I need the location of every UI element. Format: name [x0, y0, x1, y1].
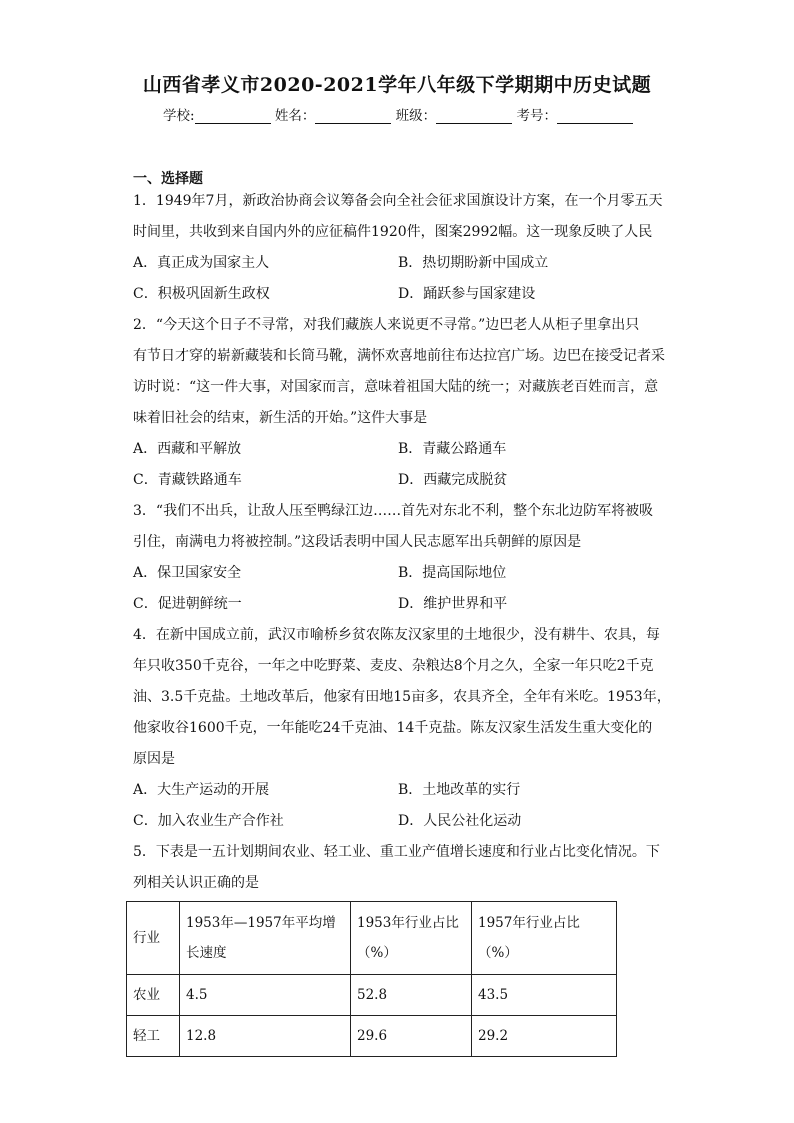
option-b[interactable]: B．提高国际地位	[398, 565, 507, 581]
table-cell: 29.2	[472, 1016, 617, 1057]
option-a[interactable]: A．大生产运动的开展	[133, 782, 270, 798]
option-c[interactable]: C．青藏铁路通车	[133, 472, 242, 488]
header-text: 1953年—1957年平均增	[186, 915, 336, 931]
header-text: 长速度	[186, 945, 227, 961]
question-text-line: 列相关认识正确的是	[133, 875, 259, 891]
table-row	[127, 975, 617, 1016]
table-cell: 29.6	[351, 1016, 472, 1057]
question-4	[133, 620, 671, 837]
table-header-row	[127, 902, 617, 975]
header-text: 1953年行业占比	[357, 915, 459, 931]
table-cell: 43.5	[472, 975, 617, 1016]
option-row	[133, 589, 663, 620]
question-text-line: 时间里，共收到来自国内外的应征稿件1920件，图案2992幅。这一现象反映了人民	[133, 224, 653, 240]
table-cell: 4.5	[180, 975, 351, 1016]
option-a[interactable]: A．保卫国家安全	[133, 565, 242, 581]
question-3	[133, 496, 663, 620]
school-blank[interactable]	[195, 109, 271, 124]
option-a[interactable]: A．真正成为国家主人	[133, 255, 270, 271]
option-d[interactable]: D．西藏完成脱贫	[398, 472, 508, 488]
header-text: 行业	[133, 930, 160, 946]
option-row	[133, 558, 663, 589]
option-row	[133, 434, 663, 465]
question-text-line: 1．1949年7月，新政治协商会议筹备会向全社会征求国旗设计方案，在一个月零五天	[133, 193, 663, 209]
industry-table	[126, 901, 617, 1057]
option-b[interactable]: B．土地改革的实行	[398, 782, 521, 798]
table-cell: 52.8	[351, 975, 472, 1016]
question-text-line: 油、3.5千克盐。土地改革后，他家有田地15亩多，农具齐全，全年有米吃。1953年，	[133, 689, 671, 705]
question-text-line: 4．在新中国成立前，武汉市喻桥乡贫农陈友汉家里的土地很少，没有耕牛、农具，每	[133, 627, 660, 643]
header-cell	[127, 902, 180, 975]
exam-no-blank[interactable]	[557, 109, 633, 124]
header-cell	[472, 902, 617, 975]
table-cell: 12.8	[180, 1016, 351, 1057]
question-text-line: 有节日才穿的崭新藏装和长筒马靴，满怀欢喜地前往布达拉宫广场。边巴在接受记者采	[133, 348, 665, 364]
table-cell: 农业	[127, 975, 180, 1016]
option-row	[133, 248, 663, 279]
option-c[interactable]: C．加入农业生产合作社	[133, 813, 284, 829]
option-row	[133, 806, 663, 837]
table-row	[127, 1016, 617, 1057]
question-text-line: 年只收350千克谷，一年之中吃野菜、麦皮、杂粮达8个月之久，全家一年只吃2千克	[133, 658, 654, 674]
header-text: （%）	[357, 945, 397, 961]
student-info-line	[163, 104, 633, 124]
data-table-wrapper	[126, 901, 663, 1057]
option-row	[133, 279, 663, 310]
option-c[interactable]: C．积极巩固新生政权	[133, 286, 270, 302]
option-d[interactable]: D．维护世界和平	[398, 596, 508, 612]
option-d[interactable]: D．踊跃参与国家建设	[398, 286, 536, 302]
header-text: 1957年行业占比（%）	[478, 915, 580, 961]
question-text-line: 3．“我们不出兵，让敌人压至鸭绿江边……首先对东北不利，整个东北边防军将被吸	[133, 503, 654, 519]
name-blank[interactable]	[315, 109, 391, 124]
option-c[interactable]: C．促进朝鲜统一	[133, 596, 242, 612]
table-cell: 轻工	[127, 1016, 180, 1057]
name-label: 姓名：	[274, 108, 316, 124]
question-5	[133, 837, 663, 1057]
option-d[interactable]: D．人民公社化运动	[398, 813, 522, 829]
section-heading: 一、选择题	[133, 171, 203, 187]
option-b[interactable]: B．热切期盼新中国成立	[398, 255, 549, 271]
school-label: 学校:	[163, 108, 195, 124]
questions	[133, 186, 671, 1057]
header-cell	[180, 902, 351, 975]
header-cell	[351, 902, 472, 975]
option-b[interactable]: B．青藏公路通车	[398, 441, 507, 457]
question-text-line: 味着旧社会的结束，新生活的开始。”这件大事是	[133, 410, 428, 426]
question-1	[133, 186, 663, 310]
class-label: 班级：	[395, 108, 437, 124]
question-2	[133, 310, 663, 496]
question-text-line: 原因是	[133, 751, 175, 767]
option-a[interactable]: A．西藏和平解放	[133, 441, 242, 457]
class-blank[interactable]	[436, 109, 512, 124]
question-text-line: 引住，南满电力将被控制。”这段话表明中国人民志愿军出兵朝鲜的原因是	[133, 534, 582, 550]
option-row	[133, 775, 663, 806]
page-title: 山西省孝义市2020-2021学年八年级下学期期中历史试题	[142, 74, 652, 96]
question-text-line: 他家收谷1600千克，一年能吃24千克油、14千克盐。陈友汉家生活发生重大变化的	[133, 720, 653, 736]
question-text-line: 访时说：“这一件大事，对国家而言，意味着祖国大陆的统一；对藏族老百姓而言，意	[133, 379, 659, 395]
question-text-line: 5．下表是一五计划期间农业、轻工业、重工业产值增长速度和行业占比变化情况。下	[133, 844, 660, 860]
exam-no-label: 考号：	[516, 108, 557, 124]
question-text-line: 2．“今天这个日子不寻常，对我们藏族人来说更不寻常。”边巴老人从柜子里拿出只	[133, 317, 640, 333]
option-row	[133, 465, 663, 496]
